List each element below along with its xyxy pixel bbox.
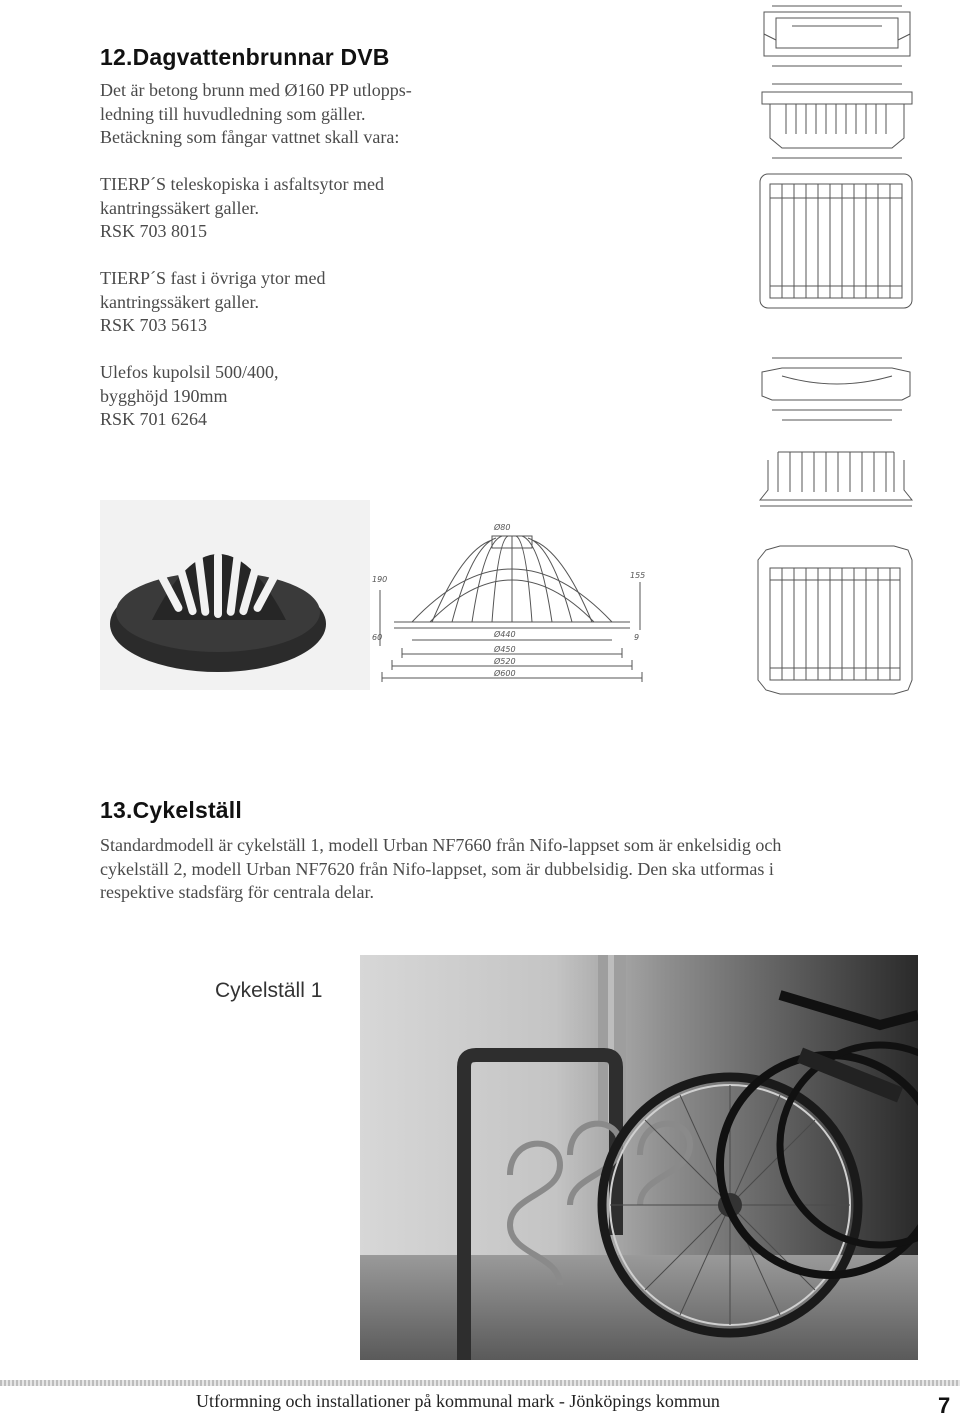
body-line: kantringssäkert galler. — [100, 291, 259, 312]
grate-technical-drawings — [752, 0, 918, 700]
body-line: kantringssäkert galler. — [100, 197, 259, 218]
body-line: TIERP´S fast i övriga ytor med — [100, 268, 326, 288]
dim-label-dia3: Ø520 — [494, 657, 516, 666]
footer-divider — [0, 1380, 960, 1386]
footer-text: Utformning och installationer på kommunal mark - Jönköpings kommun — [196, 1391, 720, 1411]
bike-rack-caption: Cykelställ 1 — [215, 979, 323, 1002]
section-12-heading: 12.Dagvattenbrunnar DVB — [100, 44, 390, 70]
page-number: 7 — [938, 1393, 951, 1418]
dome-grate-drawing — [372, 500, 652, 690]
section-12-body — [100, 79, 520, 432]
dim-label-dia1: Ø440 — [494, 630, 516, 639]
body-line: RSK 701 6264 — [100, 409, 208, 429]
dim-label-height-left: 190 — [372, 575, 388, 584]
dim-label-base-right: 9 — [634, 633, 640, 642]
body-line: respektive stadsfärg för centrala delar. — [100, 882, 375, 902]
dome-grate-photo — [100, 500, 370, 690]
body-line: Ulefos kupolsil 500/400, — [100, 362, 279, 382]
body-line: RSK 703 8015 — [100, 221, 208, 241]
dim-label-base-left: 60 — [372, 633, 383, 642]
body-line: Det är betong brunn med Ø160 PP utlopps- — [100, 80, 412, 100]
dim-label-dia4: Ø600 — [494, 669, 516, 678]
body-line: ledning till huvudledning som gäller. — [100, 103, 366, 124]
body-line: TIERP´S teleskopiska i asfaltsytor med — [100, 174, 384, 194]
dim-label-top: Ø80 — [494, 523, 511, 532]
body-line: cykelställ 2, modell Urban NF7620 från Nifo-lappset, som är dubbelsidig. Den ska utformas i — [100, 858, 774, 879]
dim-label-height-right: 155 — [630, 571, 646, 580]
body-line: Betäckning som fångar vattnet skall vara: — [100, 127, 400, 147]
body-line: bygghöjd 190mm — [100, 385, 228, 406]
body-line: Standardmodell är cykelställ 1, modell Urban NF7660 från Nifo-lappset som är enkelsidig och — [100, 835, 782, 855]
section-13-body — [100, 834, 900, 905]
bike-rack-photo — [360, 955, 918, 1360]
body-line: RSK 703 5613 — [100, 315, 208, 335]
section-13-heading: 13.Cykelställ — [100, 797, 242, 823]
dim-label-dia2: Ø450 — [494, 645, 516, 654]
